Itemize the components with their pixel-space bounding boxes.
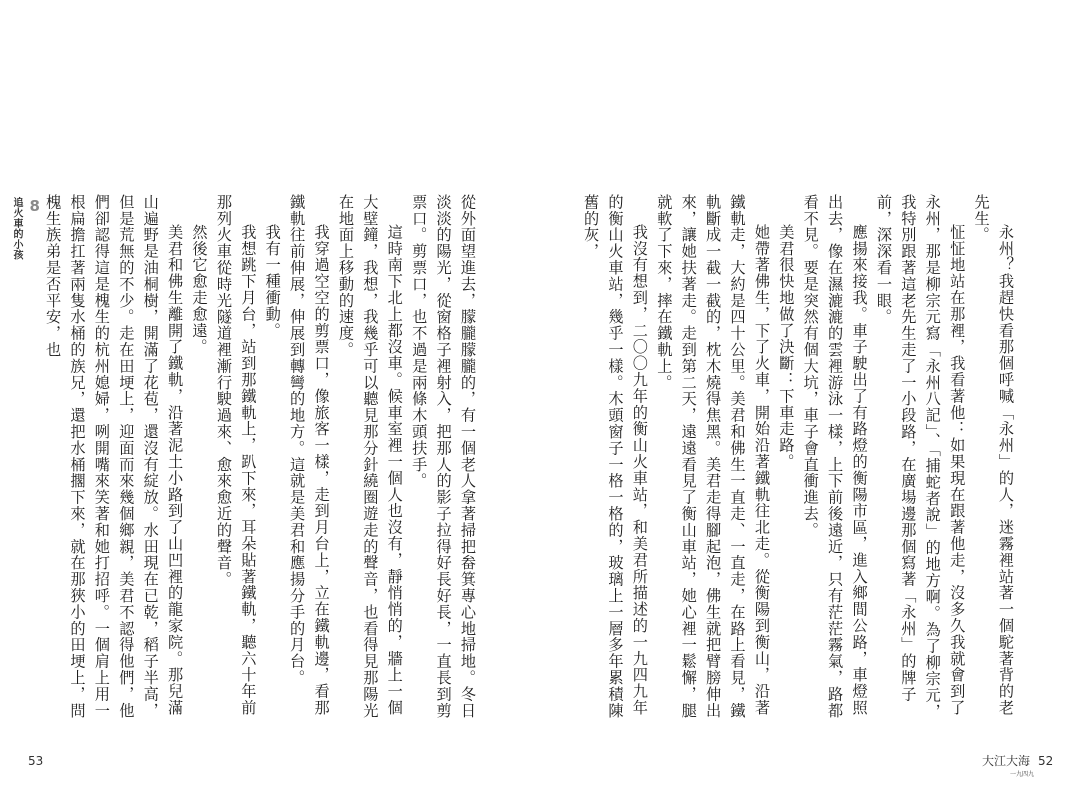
left-page-body	[44, 194, 480, 732]
right-page-body	[582, 194, 1018, 732]
running-head-book-title: 大江大海	[982, 754, 1031, 768]
body-paragraph: 我想跳下月台，站到那鐵軌上，趴下來，耳朵貼著鐵軌，聽六十年前那列火車從時光隧道裡漸行駛過來、愈來愈近的聲音。	[214, 194, 258, 717]
page-number-left: 53	[28, 754, 44, 768]
body-paragraph: 我有一種衝動。	[263, 224, 282, 340]
chapter-number: 8	[29, 197, 41, 215]
running-head-year: 一九四九	[1010, 771, 1035, 778]
body-paragraph: 美君很快地做了決斷：下車走路。	[777, 224, 796, 471]
body-paragraph: 我沒有想到，二〇〇九年的衡山火車站，和美君所描述的一九四九年的衡山火車站，幾乎一樣。木頭窗子一格一格的，玻璃上一層多年累積陳舊的灰，	[582, 194, 649, 719]
body-paragraph: 然後它愈走愈遠。	[190, 224, 209, 356]
chapter-title: 追火車的小孩	[11, 197, 22, 260]
body-paragraph: 我穿過空空的剪票口，像旅客一樣，走到月台上，立在鐵軌邊，看那鐵軌往前伸展，伸展到轉彎的地方。這就是美君和應揚分手的月台。	[288, 194, 331, 717]
body-paragraph: 怔怔地站在那裡，我看著他：如果現在跟著他走，沒多久我就會到了永州，那是柳宗元寫「永州八記」、「捕蛇者說」的地方啊。為了柳宗元，我特別跟著這老先生走了一小段路，在廣場邊那個寫著「永州」的牌子前，深深看一眼。	[874, 194, 967, 720]
body-paragraph: 從外面望進去，朦朧朦朧的，有一個老人拿著掃把畚箕專心地掃地。冬日淡淡的陽光，從窗格子裡射入，把那人的影子拉得好長好長，一直長到剪票口。剪票口，也不過是兩條木頭扶手。	[410, 194, 477, 719]
body-paragraph: 應揚來接我。車子駛出了有路燈的衡陽市區，進入鄉間公路，車燈照出去，像在濕漉漉的雲裡游泳一樣，上下前後遠近，只有茫茫霧氣，路都看不見。要是突然有個大坑，車子會直衝進去。	[801, 194, 869, 719]
body-paragraph: 永州？我趕快看那個呼喊「永州」的人，迷霧裡站著一個駝著背的老先生。	[972, 194, 1015, 717]
body-paragraph: 她帶著佛生，下了火車，開始沿著鐵軌往北走。從衡陽到衡山，沿著鐵軌走，大約是四十公里。美君和佛生一直走、一直走，在路上看見，鐵軌斷成一截一截的，枕木燒得焦黑。美君走得腳起泡，佛生就把臂膀伸出來，讓她扶著走。走到第二天，遠遠看見了衡山車站，她心裡一鬆懈，腿就軟了下來，摔在鐵軌上。	[655, 194, 771, 719]
body-paragraph: 美君和佛生離開了鐵軌，沿著泥土小路到了山凹裡的龍家院。那兒滿山遍野是油桐樹，開滿了花苞，還沒有綻放。水田現在已乾，稻子半高，但是荒無的不少。走在田埂上，迎面而來幾個鄉親，美君不認得他們，他們卻認得這是槐生的杭州媳婦，咧開嘴來笑著和她打招呼。一個肩上用一根扁擔扛著兩隻水桶的族兄，還把水桶擱下來，就在那狹小的田埂上，問槐生族弟是否平安，也	[44, 194, 185, 719]
page-number-right: 52	[1038, 754, 1054, 768]
body-paragraph: 這時南下北上都沒車。候車室裡一個人也沒有，靜悄悄的，牆上一個大壁鐘，我想，我幾乎可以聽見那分針繞圈遊走的聲音，也看得見那陽光在地面上移動的速度。	[336, 194, 404, 719]
